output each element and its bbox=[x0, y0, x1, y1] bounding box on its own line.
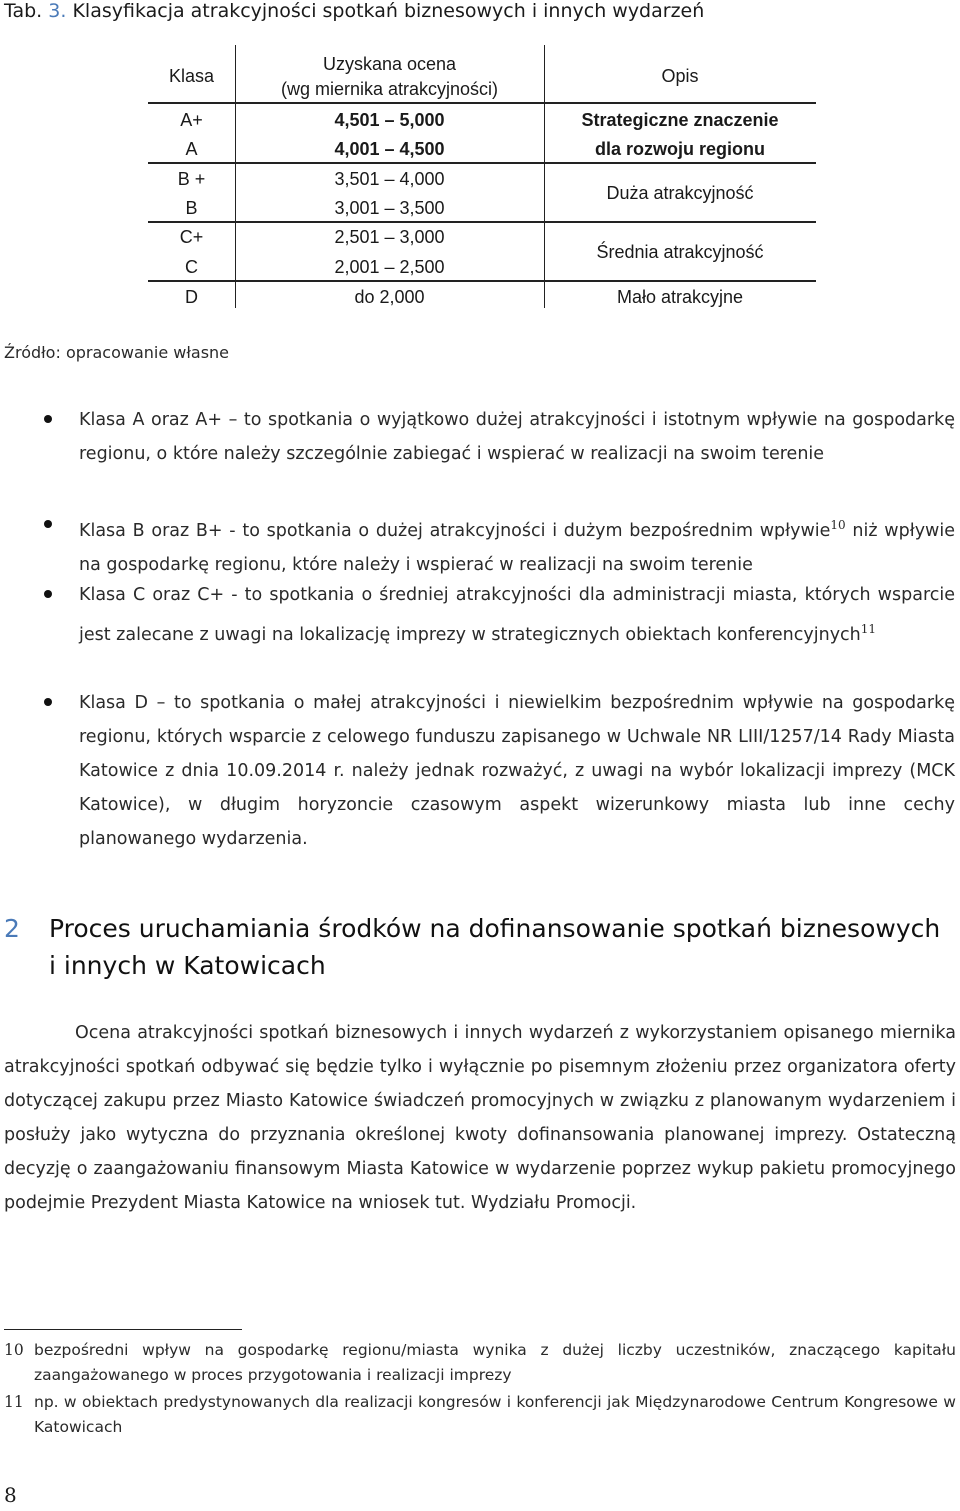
row-ocena: 4,001 – 4,500 bbox=[334, 139, 445, 159]
footnote-number: 11 bbox=[4, 1393, 24, 1411]
caption-prefix: Tab. bbox=[4, 0, 43, 22]
row-klasa: C bbox=[185, 257, 198, 277]
desc-d: Mało atrakcyjne bbox=[616, 287, 744, 307]
footnote-number: 10 bbox=[4, 1341, 24, 1359]
header-ocena-line1: Uzyskana ocena bbox=[322, 54, 457, 74]
header-opis: Opis bbox=[661, 66, 699, 86]
bullet-text bbox=[79, 508, 955, 582]
row-ocena: do 2,000 bbox=[354, 287, 425, 307]
footnote-rule bbox=[4, 1329, 242, 1330]
table-source: Źródło: opracowanie własne bbox=[4, 343, 230, 362]
bullet-text: Klasa A oraz A+ – to spotkania o wyjątkowo dużej atrakcyjności i istotnym wpływie na gospodarkę regionu, o które należy szczególnie zabiegać i wspierać w realizacji na swoim terenie bbox=[79, 410, 955, 464]
page-number: 8 bbox=[4, 1483, 17, 1507]
footnote-text: bezpośredni wpływ na gospodarkę regionu/miasta wynika z dużej liczby uczestników, znaczącego kapitału zaangażowanego w proces przygotowania i realizacji imprezy bbox=[34, 1341, 956, 1384]
row-klasa: A bbox=[185, 139, 198, 159]
bullet-text-part: niż wpływie na gospodarkę regionu, które należy i wspierać w realizacji na swoim terenie bbox=[79, 520, 955, 575]
row-klasa: D bbox=[185, 287, 198, 307]
row-ocena: 3,001 – 3,500 bbox=[334, 198, 445, 218]
row-klasa: C+ bbox=[179, 227, 204, 247]
desc-a-line2: dla rozwoju regionu bbox=[595, 139, 765, 159]
bullet-text bbox=[79, 578, 955, 652]
bullet-text-part: Klasa B oraz B+ - to spotkania o dużej atrakcyjności i dużym bezpośrednim wpływie bbox=[79, 520, 831, 541]
bullet-icon bbox=[44, 415, 52, 423]
bullet-icon bbox=[44, 698, 52, 706]
row-ocena: 4,501 – 5,000 bbox=[334, 110, 445, 130]
header-klasa: Klasa bbox=[168, 66, 215, 86]
caption-number: 3. bbox=[48, 0, 67, 22]
table-rule-c bbox=[148, 280, 816, 282]
body-paragraph: Ocena atrakcyjności spotkań biznesowych i innych wydarzeń z wykorzystaniem opisanego miernika atrakcyjności spotkań odbywać się będzie tylko i wyłącznie po pisemnym złożeniu przez organizatora oferty dotyczącej zakupu przez Miasto Katowice świadczeń promocyjnych w związku z planowanym wydarzeniem i posłuży jako wytyczna do przyznania określonej kwoty dofinansowania planowanej imprezy. Ostateczną decyzję o zaangażowaniu finansowym Miasta Katowice w wydarzenie poprzez wykup pakietu promocyjnego podejmie Prezydent Miasta Katowice na wniosek tut. Wydziału Promocji. bbox=[4, 1023, 956, 1213]
section-title: Proces uruchamiania środków na dofinansowanie spotkań biznesowych i innych w Katowicach bbox=[49, 914, 941, 980]
row-klasa: B bbox=[185, 198, 198, 218]
caption-title: Klasyfikacja atrakcyjności spotkań biznesowych i innych wydarzeń bbox=[72, 0, 705, 22]
row-ocena: 3,501 – 4,000 bbox=[334, 169, 445, 189]
table-header-rule bbox=[148, 102, 816, 104]
header-ocena-line2: (wg miernika atrakcyjności) bbox=[280, 79, 499, 99]
footnote bbox=[4, 1338, 956, 1388]
bullet-text-part: Klasa C oraz C+ - to spotkania o średniej atrakcyjności dla administracji miasta, których wsparcie jest zalecane z uwagi na lokalizację imprezy w strategicznych obiektach konferencyjnych bbox=[79, 585, 955, 645]
footnote-ref: 10 bbox=[830, 518, 846, 532]
desc-a-line1: Strategiczne znaczenie bbox=[581, 110, 779, 130]
footnote bbox=[4, 1390, 956, 1440]
row-ocena: 2,501 – 3,000 bbox=[334, 227, 445, 247]
row-ocena: 2,001 – 2,500 bbox=[334, 257, 445, 277]
bullet-icon bbox=[44, 520, 52, 528]
bullet-text: Klasa D – to spotkania o małej atrakcyjności i niewielkim bezpośrednim wpływie na gospodarkę regionu, których wsparcie z celowego funduszu zapisanego w Uchwale NR LIII/1257/14 Rady Miasta Katowice z dnia 10.09.2014 r. należy jednak rozważyć, z uwagi na wybór lokalizacji imprezy (MCK Katowice), w długim horyzoncie czasowym aspekt wizerunkowy miasta lub inne cechy planowanego wydarzenia. bbox=[79, 693, 955, 849]
footnote-ref: 11 bbox=[860, 622, 877, 636]
table-rule-b bbox=[148, 221, 816, 223]
section-number: 2 bbox=[4, 914, 20, 943]
bullet-icon bbox=[44, 590, 52, 598]
footnote-text: np. w obiektach predystynowanych dla realizacji kongresów i konferencji jak Międzynarodowe Centrum Kongresowe w Katowicach bbox=[34, 1393, 956, 1436]
row-klasa: A+ bbox=[180, 110, 203, 130]
table-rule-a bbox=[148, 162, 816, 164]
desc-b: Duża atrakcyjność bbox=[606, 183, 754, 203]
desc-c: Średnia atrakcyjność bbox=[596, 242, 764, 262]
row-klasa: B + bbox=[177, 169, 206, 189]
table-caption bbox=[4, 0, 704, 22]
